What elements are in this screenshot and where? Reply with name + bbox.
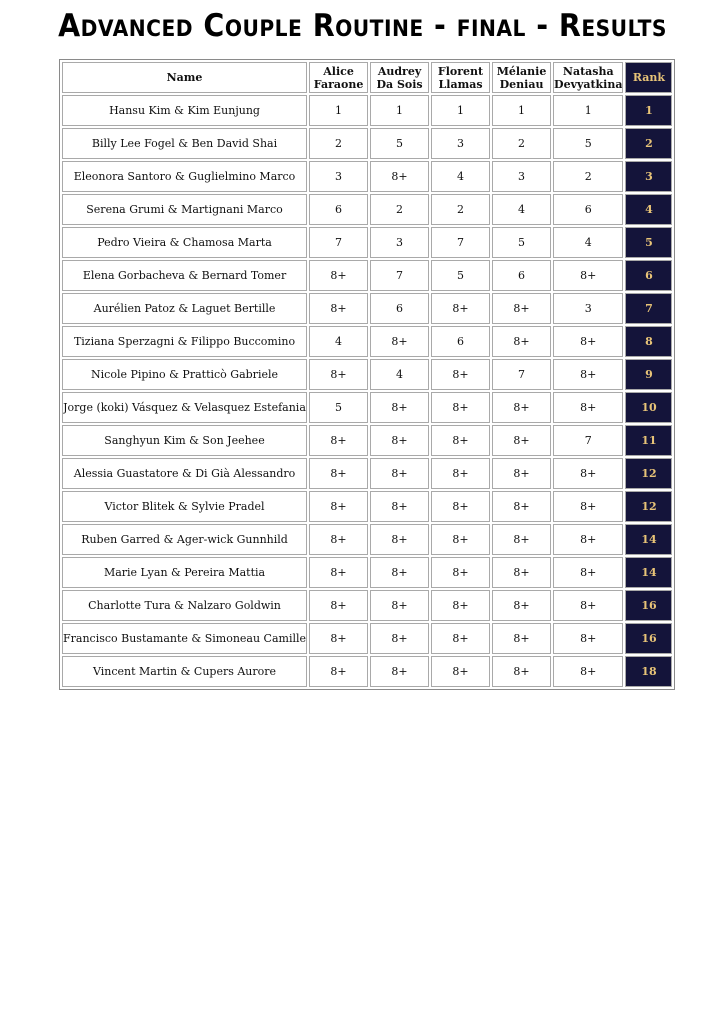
table-row bbox=[62, 359, 672, 390]
rank-cell: 10 bbox=[625, 392, 672, 423]
judge-score-cell: 8+ bbox=[309, 359, 368, 390]
judge-score-cell: 8+ bbox=[309, 425, 368, 456]
couple-name-cell: Pedro Vieira & Chamosa Marta bbox=[62, 227, 307, 258]
couple-name-cell: Sanghyun Kim & Son Jeehee bbox=[62, 425, 307, 456]
table-row bbox=[62, 161, 672, 192]
judge-score-cell: 8+ bbox=[370, 326, 429, 357]
rank-cell: 11 bbox=[625, 425, 672, 456]
table-row bbox=[62, 557, 672, 588]
rank-cell: 14 bbox=[625, 557, 672, 588]
rank-cell: 8 bbox=[625, 326, 672, 357]
judge-score-cell: 8+ bbox=[370, 656, 429, 687]
judge-score-cell: 6 bbox=[431, 326, 490, 357]
judge-score-cell: 1 bbox=[309, 95, 368, 126]
judge-score-cell: 1 bbox=[492, 95, 551, 126]
judge-score-cell: 8+ bbox=[553, 557, 623, 588]
judge-score-cell: 3 bbox=[553, 293, 623, 324]
judge-score-cell: 2 bbox=[370, 194, 429, 225]
couple-name-cell: Billy Lee Fogel & Ben David Shai bbox=[62, 128, 307, 159]
judge-score-cell: 2 bbox=[553, 161, 623, 192]
couple-name-cell: Aurélien Patoz & Laguet Bertille bbox=[62, 293, 307, 324]
judge-score-cell: 8+ bbox=[309, 491, 368, 522]
judge-score-cell: 8+ bbox=[492, 590, 551, 621]
rank-cell: 12 bbox=[625, 458, 672, 489]
judge-score-cell: 8+ bbox=[370, 392, 429, 423]
judge-score-cell: 5 bbox=[553, 128, 623, 159]
rank-cell: 18 bbox=[625, 656, 672, 687]
judge-score-cell: 8+ bbox=[431, 293, 490, 324]
couple-name-cell: Nicole Pipino & Pratticò Gabriele bbox=[62, 359, 307, 390]
rank-cell: 12 bbox=[625, 491, 672, 522]
judge-score-cell: 4 bbox=[492, 194, 551, 225]
rank-cell: 1 bbox=[625, 95, 672, 126]
couple-name-cell: Vincent Martin & Cupers Aurore bbox=[62, 656, 307, 687]
judge-score-cell: 8+ bbox=[431, 491, 490, 522]
judge-score-cell: 5 bbox=[492, 227, 551, 258]
judge-score-cell: 7 bbox=[431, 227, 490, 258]
judge-score-cell: 3 bbox=[370, 227, 429, 258]
table-row bbox=[62, 128, 672, 159]
couple-name-cell: Francisco Bustamante & Simoneau Camille bbox=[62, 623, 307, 654]
judge-score-cell: 8+ bbox=[492, 557, 551, 588]
judge-score-cell: 8+ bbox=[553, 392, 623, 423]
table-row bbox=[62, 425, 672, 456]
judge-score-cell: 4 bbox=[370, 359, 429, 390]
couple-name-cell: Eleonora Santoro & Guglielmino Marco bbox=[62, 161, 307, 192]
judge-score-cell: 5 bbox=[431, 260, 490, 291]
table-row bbox=[62, 326, 672, 357]
judge-score-cell: 8+ bbox=[309, 656, 368, 687]
judge-score-cell: 8+ bbox=[431, 590, 490, 621]
judge-score-cell: 8+ bbox=[370, 458, 429, 489]
judge-column-header: Mélanie Deniau bbox=[492, 62, 551, 93]
judge-score-cell: 5 bbox=[309, 392, 368, 423]
table-row bbox=[62, 392, 672, 423]
page-title: Advanced Couple Routine - final - Results bbox=[58, 8, 667, 44]
judge-score-cell: 8+ bbox=[553, 623, 623, 654]
judge-score-cell: 8+ bbox=[492, 326, 551, 357]
judge-score-cell: 3 bbox=[309, 161, 368, 192]
table-row bbox=[62, 491, 672, 522]
judge-score-cell: 8+ bbox=[553, 359, 623, 390]
judge-score-cell: 4 bbox=[553, 227, 623, 258]
judge-score-cell: 8+ bbox=[370, 623, 429, 654]
judge-column-header: Alice Faraone bbox=[309, 62, 368, 93]
header-row bbox=[62, 62, 672, 93]
rank-cell: 5 bbox=[625, 227, 672, 258]
judge-score-cell: 8+ bbox=[309, 524, 368, 555]
judge-score-cell: 2 bbox=[309, 128, 368, 159]
rank-cell: 3 bbox=[625, 161, 672, 192]
rank-cell: 16 bbox=[625, 623, 672, 654]
judge-score-cell: 8+ bbox=[309, 260, 368, 291]
judge-score-cell: 8+ bbox=[553, 458, 623, 489]
judge-score-cell: 8+ bbox=[492, 392, 551, 423]
judge-score-cell: 8+ bbox=[431, 623, 490, 654]
judge-score-cell: 7 bbox=[370, 260, 429, 291]
judge-score-cell: 3 bbox=[431, 128, 490, 159]
rank-cell: 2 bbox=[625, 128, 672, 159]
rank-cell: 14 bbox=[625, 524, 672, 555]
judge-score-cell: 8+ bbox=[370, 425, 429, 456]
judge-score-cell: 6 bbox=[553, 194, 623, 225]
rank-cell: 16 bbox=[625, 590, 672, 621]
judge-score-cell: 8+ bbox=[309, 557, 368, 588]
judge-score-cell: 7 bbox=[553, 425, 623, 456]
table-row bbox=[62, 656, 672, 687]
judge-score-cell: 7 bbox=[492, 359, 551, 390]
judge-score-cell: 8+ bbox=[553, 326, 623, 357]
couple-name-cell: Alessia Guastatore & Di Già Alessandro bbox=[62, 458, 307, 489]
table-row bbox=[62, 260, 672, 291]
judge-score-cell: 6 bbox=[370, 293, 429, 324]
name-column-header: Name bbox=[62, 62, 307, 93]
judge-score-cell: 2 bbox=[431, 194, 490, 225]
judge-score-cell: 8+ bbox=[553, 260, 623, 291]
judge-score-cell: 8+ bbox=[492, 293, 551, 324]
judge-score-cell: 6 bbox=[492, 260, 551, 291]
rank-cell: 4 bbox=[625, 194, 672, 225]
judge-score-cell: 2 bbox=[492, 128, 551, 159]
judge-score-cell: 8+ bbox=[553, 491, 623, 522]
couple-name-cell: Victor Blitek & Sylvie Pradel bbox=[62, 491, 307, 522]
couple-name-cell: Serena Grumi & Martignani Marco bbox=[62, 194, 307, 225]
table-row bbox=[62, 194, 672, 225]
judge-score-cell: 8+ bbox=[309, 458, 368, 489]
judge-score-cell: 8+ bbox=[431, 524, 490, 555]
judge-score-cell: 1 bbox=[553, 95, 623, 126]
judge-score-cell: 4 bbox=[309, 326, 368, 357]
judge-score-cell: 1 bbox=[370, 95, 429, 126]
judge-score-cell: 8+ bbox=[492, 623, 551, 654]
judge-score-cell: 8+ bbox=[370, 491, 429, 522]
table-row bbox=[62, 95, 672, 126]
judge-score-cell: 5 bbox=[370, 128, 429, 159]
judge-score-cell: 8+ bbox=[553, 656, 623, 687]
judge-score-cell: 8+ bbox=[553, 524, 623, 555]
judge-score-cell: 8+ bbox=[492, 425, 551, 456]
couple-name-cell: Charlotte Tura & Nalzaro Goldwin bbox=[62, 590, 307, 621]
couple-name-cell: Tiziana Sperzagni & Filippo Buccomino bbox=[62, 326, 307, 357]
judge-score-cell: 8+ bbox=[431, 359, 490, 390]
results-table bbox=[59, 59, 675, 690]
judge-score-cell: 8+ bbox=[370, 524, 429, 555]
couple-name-cell: Ruben Garred & Ager-wick Gunnhild bbox=[62, 524, 307, 555]
table-row bbox=[62, 623, 672, 654]
judge-column-header: Natasha Devyatkina bbox=[553, 62, 623, 93]
judge-score-cell: 8+ bbox=[370, 590, 429, 621]
rank-column-header: Rank bbox=[625, 62, 672, 93]
judge-score-cell: 3 bbox=[492, 161, 551, 192]
judge-score-cell: 8+ bbox=[309, 623, 368, 654]
judge-score-cell: 8+ bbox=[431, 458, 490, 489]
judge-score-cell: 8+ bbox=[431, 557, 490, 588]
judge-score-cell: 8+ bbox=[431, 392, 490, 423]
judge-score-cell: 1 bbox=[431, 95, 490, 126]
couple-name-cell: Jorge (koki) Vásquez & Velasquez Estefania bbox=[62, 392, 307, 423]
judge-score-cell: 8+ bbox=[492, 491, 551, 522]
table-row bbox=[62, 293, 672, 324]
judge-column-header: Florent Llamas bbox=[431, 62, 490, 93]
judge-score-cell: 8+ bbox=[492, 524, 551, 555]
table-row bbox=[62, 590, 672, 621]
table-row bbox=[62, 524, 672, 555]
judge-score-cell: 7 bbox=[309, 227, 368, 258]
judge-column-header: Audrey Da Sois bbox=[370, 62, 429, 93]
judge-score-cell: 8+ bbox=[431, 656, 490, 687]
judge-score-cell: 8+ bbox=[553, 590, 623, 621]
rank-cell: 9 bbox=[625, 359, 672, 390]
judge-score-cell: 8+ bbox=[431, 425, 490, 456]
rank-cell: 7 bbox=[625, 293, 672, 324]
judge-score-cell: 8+ bbox=[492, 458, 551, 489]
judge-score-cell: 6 bbox=[309, 194, 368, 225]
rank-cell: 6 bbox=[625, 260, 672, 291]
judge-score-cell: 8+ bbox=[370, 161, 429, 192]
couple-name-cell: Hansu Kim & Kim Eunjung bbox=[62, 95, 307, 126]
table-row bbox=[62, 458, 672, 489]
judge-score-cell: 8+ bbox=[309, 293, 368, 324]
judge-score-cell: 4 bbox=[431, 161, 490, 192]
judge-score-cell: 8+ bbox=[492, 656, 551, 687]
couple-name-cell: Marie Lyan & Pereira Mattia bbox=[62, 557, 307, 588]
table-row bbox=[62, 227, 672, 258]
judge-score-cell: 8+ bbox=[370, 557, 429, 588]
couple-name-cell: Elena Gorbacheva & Bernard Tomer bbox=[62, 260, 307, 291]
judge-score-cell: 8+ bbox=[309, 590, 368, 621]
